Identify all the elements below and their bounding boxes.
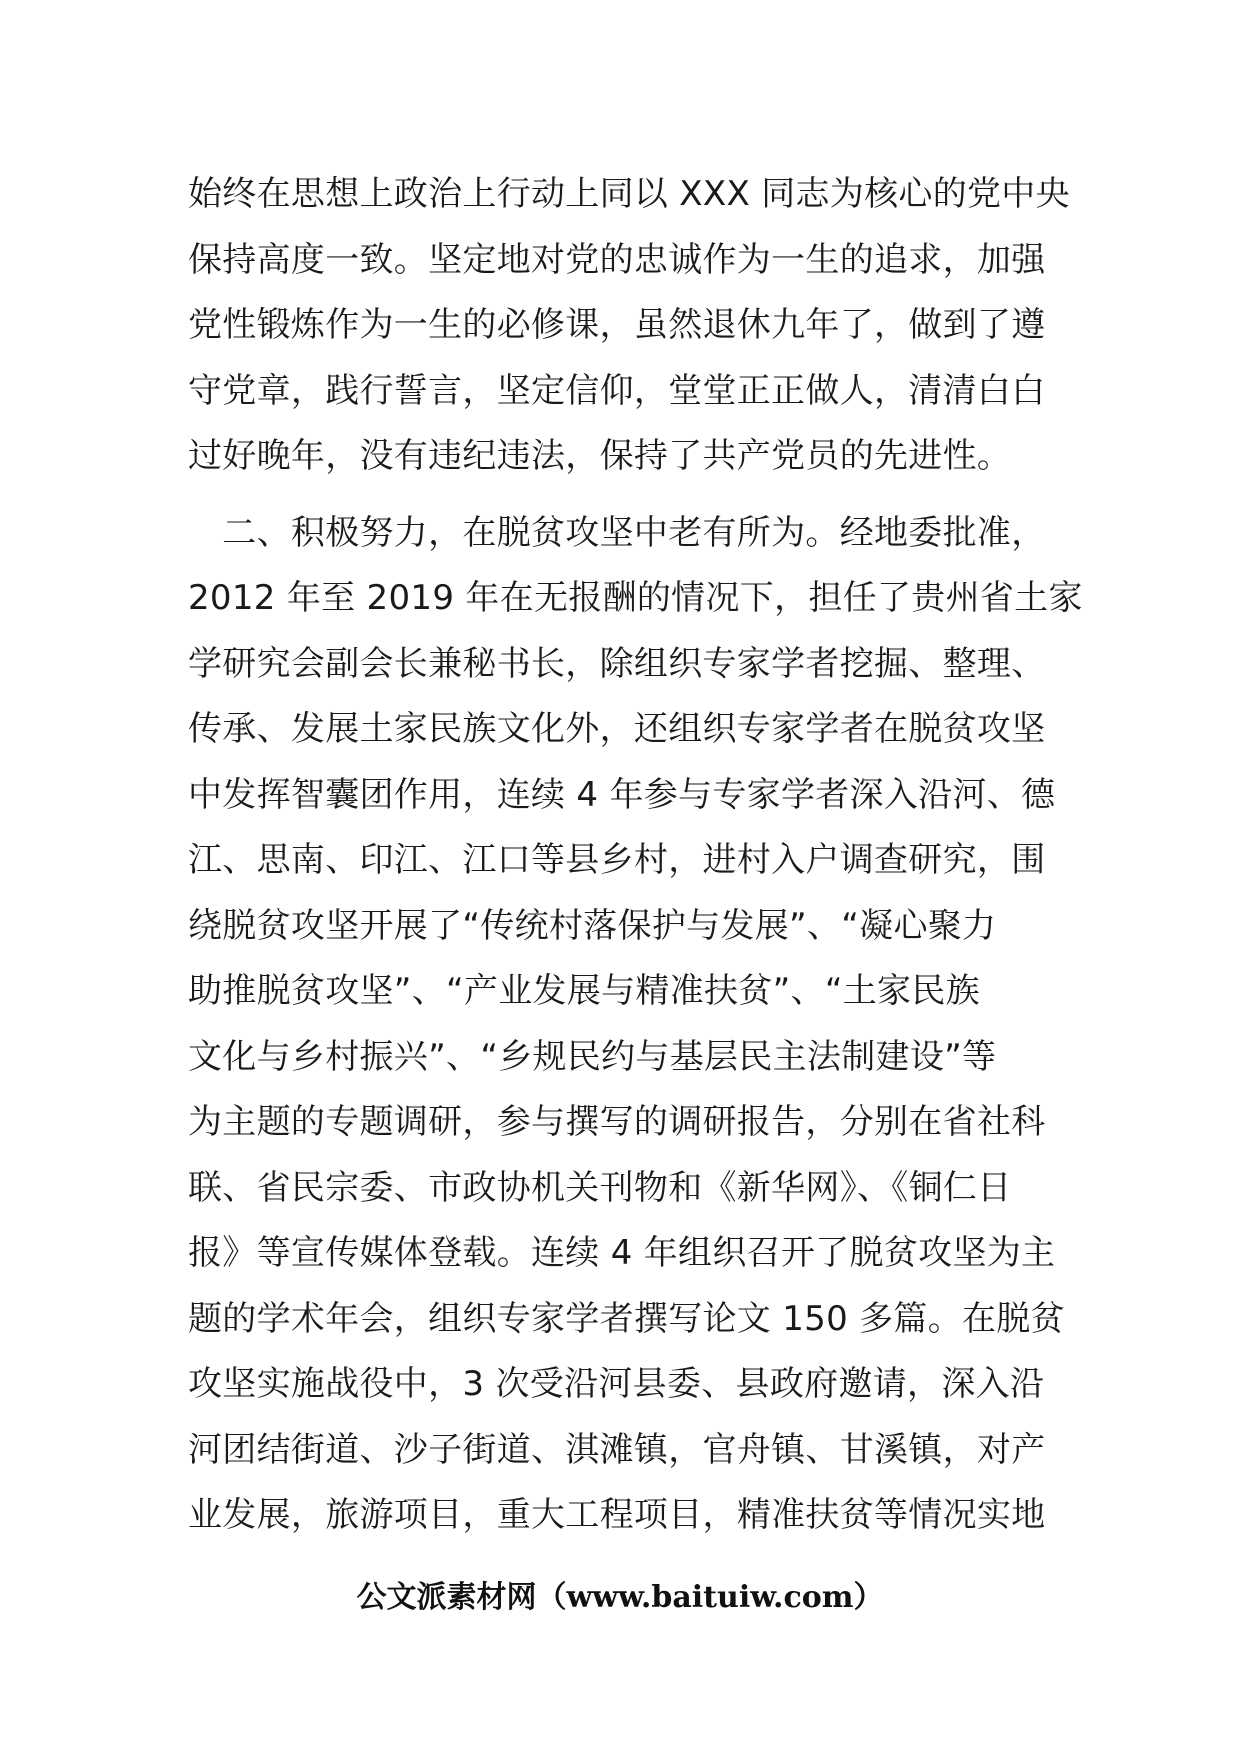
- text-line: 二、积极努力，在脱贫攻坚中老有所为。经地委批准，: [188, 512, 1046, 553]
- text-line: 报》等宣传媒体登载。连续 4 年组织召开了脱贫攻坚为主: [188, 1233, 1056, 1273]
- text-line: 为主题的专题调研，参与撰写的调研报告，分别在省社科: [188, 1102, 1046, 1142]
- document-body: [188, 162, 1083, 1549]
- text-line: 过好晚年，没有违纪违法，保持了共产党员的先进性。: [188, 436, 1012, 476]
- paragraph-2: [188, 501, 1083, 1549]
- text-line: 江、思南、印江、江口等县乡村，进村入户调查研究，围: [188, 840, 1046, 880]
- text-line: 助推脱贫攻坚”、“产业发展与精准扶贫”、“土家民族: [188, 971, 980, 1011]
- text-line: 业发展，旅游项目，重大工程项目，精准扶贫等情况实地: [188, 1495, 1046, 1535]
- text-line: 学研究会副会长兼秘书长，除组织专家学者挖掘、整理、: [188, 643, 1046, 684]
- paragraph-spacer: [188, 490, 1068, 501]
- text-line: 保持高度一致。坚定地对党的忠诚作为一生的追求，加强: [188, 239, 1046, 280]
- text-line: 河团结街道、沙子街道、淇滩镇，官舟镇、甘溪镇，对产: [188, 1429, 1046, 1470]
- text-line: 绕脱贫攻坚开展了“传统村落保护与发展”、“凝心聚力: [188, 905, 997, 946]
- text-line: 传承、发展土家民族文化外，还组织专家学者在脱贫攻坚: [188, 709, 1046, 749]
- footer-source-label: 公文派素材网（www.baituiw.com）: [356, 1580, 884, 1615]
- text-line: 文化与乡村振兴”、“乡规民约与基层民主法制建设”等: [188, 1036, 997, 1077]
- text-line: 守党章，践行誓言，坚定信仰，堂堂正正做人，清清白白: [188, 370, 1046, 411]
- text-line: 党性锻炼作为一生的必修课，虽然退休九年了，做到了遵: [188, 305, 1046, 345]
- text-line: 联、省民宗委、市政协机关刊物和《新华网》、《铜仁日: [188, 1167, 1012, 1208]
- text-line: 2012 年至 2019 年在无报酬的情况下，担任了贵州省土家: [188, 578, 1083, 618]
- paragraph-1: [188, 162, 1068, 490]
- text-line: 攻坚实施战役中，3 次受沿河县委、县政府邀请，深入沿: [188, 1364, 1045, 1404]
- text-line: 中发挥智囊团作用，连续 4 年参与专家学者深入沿河、德: [188, 774, 1056, 815]
- text-line: 始终在思想上政治上行动上同以 XXX 同志为核心的党中央: [188, 174, 1070, 214]
- text-line: 题的学术年会，组织专家学者撰写论文 150 多篇。在脱贫: [188, 1298, 1065, 1339]
